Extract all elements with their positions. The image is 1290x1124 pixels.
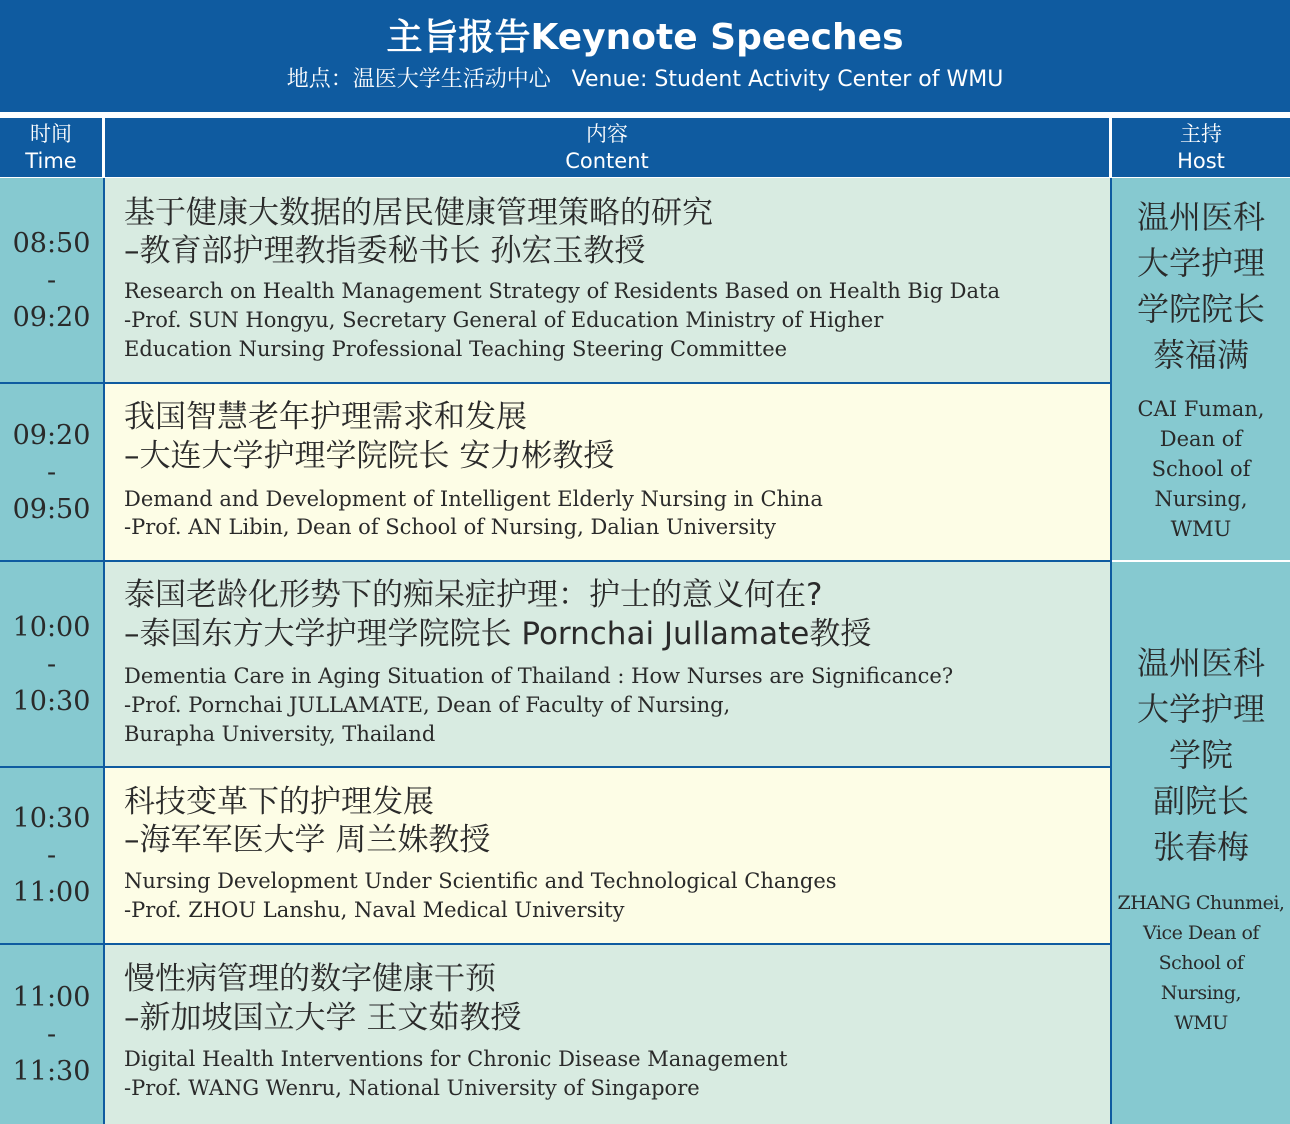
time-end: 09:20 — [12, 301, 91, 333]
host-line: 大学护理 — [1136, 690, 1265, 728]
host-line: 蔡福满 — [1152, 336, 1249, 374]
host-line: Nursing, — [1154, 487, 1248, 511]
time-dash: - — [46, 264, 57, 296]
host-line: 温州医科 — [1136, 198, 1265, 236]
header-banner — [0, 0, 1290, 112]
time-end: 10:30 — [12, 685, 91, 717]
session-row — [105, 562, 1111, 766]
host-divider — [1112, 560, 1290, 562]
time-start: 08:50 — [12, 227, 91, 259]
host-name-en — [1112, 394, 1290, 544]
row-divider — [0, 560, 1112, 562]
host-line: School of — [1151, 457, 1251, 481]
venue-line: 地点：温医大学生活动中心 Venue: Student Activity Center of WMU — [286, 67, 1004, 92]
header-divider — [103, 124, 105, 172]
time-slot — [0, 384, 103, 560]
session-speaker-cn: –泰国东方大学护理学院院长 Pornchai Jullamate教授 — [124, 616, 872, 652]
session-row — [105, 945, 1111, 1124]
column-header-time-en: Time — [25, 148, 77, 173]
host-line: School of — [1158, 952, 1244, 974]
column-header-time — [0, 118, 102, 177]
session-title-cn: 科技变革下的护理发展 — [124, 784, 434, 820]
session-row — [105, 768, 1111, 943]
session-title-en: Nursing Development Under Scientific and Technological Changes — [124, 869, 837, 893]
session-title-en: Dementia Care in Aging Situation of Thailand : How Nurses are Significance? — [124, 664, 954, 688]
header-divider — [1110, 124, 1112, 172]
session-speaker-en: -Prof. Pornchai JULLAMATE, Dean of Faculty of Nursing, — [124, 693, 731, 717]
host-column — [1112, 178, 1290, 1124]
time-dash: - — [46, 1019, 57, 1050]
host-line: 学院院长 — [1136, 290, 1265, 328]
host-name-en — [1112, 888, 1290, 1038]
row-divider — [0, 766, 1112, 768]
host-line: WMU — [1174, 1012, 1228, 1034]
time-start: 10:30 — [12, 803, 91, 834]
session-speaker-cn: –大连大学护理学院院长 安力彬教授 — [124, 438, 615, 474]
time-slot — [0, 562, 103, 766]
host-line: 大学护理 — [1136, 244, 1265, 282]
column-header-content-en: Content — [565, 148, 649, 173]
host-name-cn — [1112, 194, 1290, 378]
column-header-host-cn: 主持 — [1180, 121, 1222, 146]
host-line: Nursing, — [1160, 982, 1242, 1004]
page-title: 主旨报告Keynote Speeches — [386, 17, 904, 58]
time-slot — [0, 768, 103, 943]
host-line: Vice Dean of — [1143, 922, 1259, 944]
session-title-en: Digital Health Interventions for Chronic Disease Management — [124, 1047, 788, 1071]
time-end: 11:00 — [12, 877, 91, 908]
host-line: ZHANG Chunmei, — [1117, 892, 1285, 914]
session-row — [105, 178, 1111, 382]
time-slot — [0, 945, 103, 1124]
time-dash: - — [46, 840, 57, 871]
session-speaker-en: -Prof. WANG Wenru, National University of Singapore — [124, 1076, 700, 1100]
session-speaker-en: -Prof. SUN Hongyu, Secretary General of Education Ministry of Higher — [124, 308, 884, 332]
column-header-host-en: Host — [1177, 148, 1225, 173]
host-line: CAI Fuman, — [1137, 397, 1265, 421]
host-line: 学院 — [1168, 736, 1233, 774]
time-end: 11:30 — [12, 1056, 91, 1087]
time-slot — [0, 178, 103, 382]
session-speaker-cn: –教育部护理教指委秘书长 孙宏玉教授 — [124, 233, 646, 269]
session-speaker-cn: –新加坡国立大学 王文茹教授 — [124, 1000, 522, 1036]
column-header-content-cn: 内容 — [586, 121, 628, 146]
session-speaker-en: -Prof. AN Libin, Dean of School of Nursing, Dalian University — [124, 515, 777, 539]
time-end: 09:50 — [12, 493, 91, 525]
session-title-en: Research on Health Management Strategy of Residents Based on Health Big Data — [124, 279, 1001, 303]
host-line: WMU — [1170, 517, 1232, 541]
host-line: 温州医科 — [1136, 644, 1265, 682]
time-dash: - — [46, 648, 57, 680]
column-header-content — [105, 118, 1109, 177]
host-line: 副院长 — [1152, 782, 1249, 820]
session-title-cn: 泰国老龄化形势下的痴呆症护理：护士的意义何在? — [124, 577, 823, 613]
time-start: 09:20 — [12, 419, 91, 451]
host-line: Dean of — [1159, 427, 1243, 451]
session-speaker-en: Education Nursing Professional Teaching Steering Committee — [124, 337, 788, 361]
session-title-cn: 慢性病管理的数字健康干预 — [124, 961, 496, 997]
column-divider — [103, 178, 105, 1124]
time-column — [0, 178, 103, 1124]
session-speaker-en: -Prof. ZHOU Lanshu, Naval Medical University — [124, 898, 625, 922]
session-title-cn: 我国智慧老年护理需求和发展 — [124, 399, 527, 435]
column-header-time-cn: 时间 — [30, 121, 72, 146]
session-title-en: Demand and Development of Intelligent Elderly Nursing in China — [124, 487, 823, 511]
time-start: 11:00 — [12, 982, 91, 1013]
session-speaker-en: Burapha University, Thailand — [124, 722, 436, 746]
session-title-cn: 基于健康大数据的居民健康管理策略的研究 — [124, 195, 713, 231]
row-divider — [0, 382, 1112, 384]
time-dash: - — [46, 456, 57, 488]
session-speaker-cn: –海军军医大学 周兰姝教授 — [124, 822, 491, 858]
host-line: 张春梅 — [1152, 828, 1249, 866]
column-header-host — [1112, 118, 1290, 177]
time-start: 10:00 — [12, 611, 91, 643]
session-row — [105, 384, 1111, 560]
host-name-cn — [1112, 640, 1290, 870]
row-divider — [0, 943, 1112, 945]
